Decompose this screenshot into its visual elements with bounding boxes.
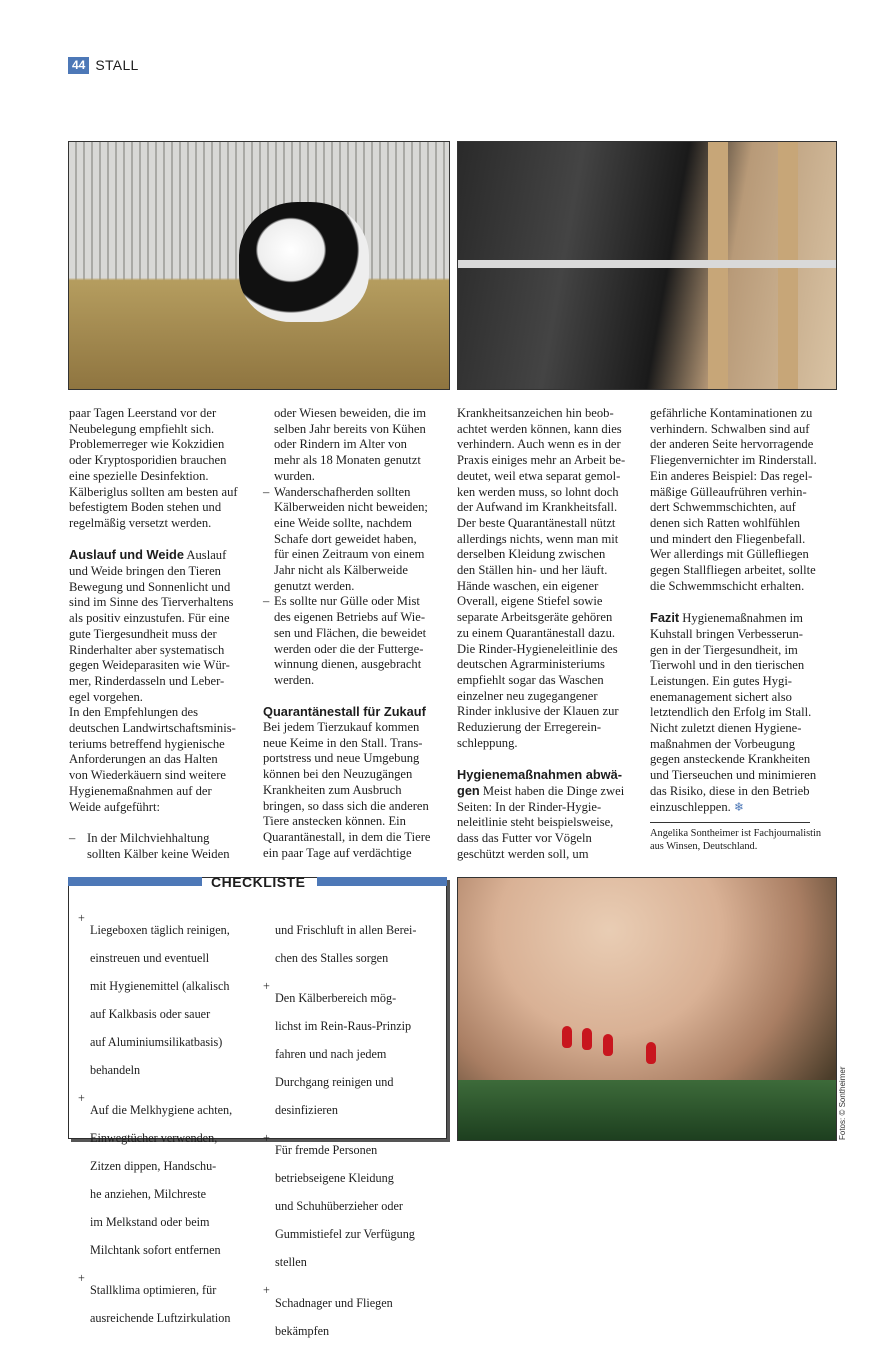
text-line: Ein anderes Beispiel: Das regel- <box>650 468 813 483</box>
text-line: Problemerreger wie Kokzidien <box>69 437 225 452</box>
page-number: 44 <box>68 57 89 74</box>
photo-calf-pen <box>68 141 450 390</box>
text-line: des eigenen Betriebs auf Wie- <box>274 610 426 625</box>
text-line: Kuhstall bringen Verbesserun- <box>650 626 803 641</box>
text-line: Wanderschafherden sollten <box>274 484 411 499</box>
text-line: Quarantänestall, in dem die Tiere <box>263 829 431 844</box>
text-line: eine Weide sollte, nachdem <box>274 515 412 530</box>
text-line: denen sich Ratten wohlfühlen <box>650 515 801 530</box>
text-line: gegen Stallfliegen arbeitet, sollte <box>650 563 816 578</box>
checklist-item <box>263 1283 443 1351</box>
auslauf-first-line <box>69 547 257 564</box>
text-line: und Schuhüberzieher oder <box>275 1199 403 1214</box>
text-line: mehr als 18 Monaten genutzt <box>274 453 421 468</box>
text-line: den Ställen hin- und her läuft. <box>457 563 608 578</box>
text-line: allerdings nichts, wenn man mit <box>457 531 619 546</box>
text-line: gute Tiergesundheit muss der <box>69 626 217 641</box>
text-line: chen des Stalles sorgen <box>275 951 389 966</box>
text-line: Overall, eigene Stiefel sowie <box>457 594 603 609</box>
final-line <box>650 800 840 816</box>
text-line: deutschen Agrarministeriums <box>457 657 605 672</box>
text-line: geschützt werden soll, um <box>457 846 589 861</box>
text-line: einzelner neu zugegangener <box>457 688 598 703</box>
subheading-hygiene: Hygienemaßnahmen abwä- <box>457 767 622 783</box>
checklist-left-column <box>78 911 264 1339</box>
text-line: ein paar Tage auf verdächtige <box>263 845 412 860</box>
barn-rail <box>458 260 836 268</box>
text-line: egel vorgehen. <box>69 689 143 704</box>
text-line: verhindern. Schwalben sind auf <box>650 421 810 436</box>
text-column-4 <box>650 406 840 853</box>
cow-shape <box>239 202 369 322</box>
text-line: gen in der Tiergesundheit, im <box>650 642 798 657</box>
text-line: wurden. <box>274 468 315 483</box>
text-line: Durchgang reinigen und <box>275 1075 394 1090</box>
text-line: eine spezielle Desinfektion. <box>69 468 209 483</box>
text-line: Krankheiten zum Ausbruch <box>263 782 402 797</box>
text-line: Hände waschen, ein eigener <box>457 578 599 593</box>
text-line: Bewegung und Sonnenlicht und <box>69 579 231 594</box>
text-line: mäßige Gülleaufrühren verhin- <box>650 484 807 499</box>
text-line: dert Schwemmschichten, auf <box>650 500 796 515</box>
text-line: Es sollte nur Gülle oder Mist <box>274 594 420 609</box>
text-line: fahren und nach jedem <box>275 1047 387 1062</box>
text-line: das Risiko, diese in den Betrieb <box>650 783 810 798</box>
text-line: Einwegtücher verwenden, <box>90 1131 218 1146</box>
text-line: auf Aluminiumsilikatbasis) <box>90 1035 223 1050</box>
text-column-1 <box>69 406 257 862</box>
text-line: selben Jahr bereits von Kühen <box>274 421 426 436</box>
end-mark-icon: ❄ <box>733 799 744 814</box>
text-run: Auslauf <box>183 548 227 563</box>
checklist-item <box>263 1131 443 1283</box>
text-run: Hygienemaßnahmen im <box>679 611 803 626</box>
text-line: stellen <box>275 1255 307 1270</box>
teat-shape <box>582 1028 592 1050</box>
text-line: Für fremde Personen <box>275 1143 378 1158</box>
text-line: sen und Flächen, die beweidet <box>274 625 427 640</box>
text-line: sind im Sinne des Tierverhaltens <box>69 595 234 610</box>
checklist-right-column <box>263 911 443 1352</box>
plus-marker: + <box>263 979 270 994</box>
text-line: Leistungen. Ein gutes Hygi- <box>650 673 793 688</box>
text-line: Kälberiglus sollten am besten auf <box>69 484 238 499</box>
text-line: Neubelegung empfiehlt sich. <box>69 421 215 436</box>
text-line: verhindern. Auch wenn es in der <box>457 437 621 452</box>
text-line: neleitlinie steht beispielsweise, <box>457 815 614 830</box>
dash-marker: – <box>263 484 270 499</box>
text-line: maßnahmen der Vorbeugung <box>650 736 796 751</box>
author-note: Angelika Sontheimer ist Fachjournalistin <box>650 828 822 840</box>
text-line: oder Rindern im Alter von <box>274 437 407 452</box>
text-line: werden oder die der Futterge- <box>274 641 424 656</box>
text-line: behandeln <box>90 1063 141 1078</box>
text-line: neue Keime in den Stall. Trans- <box>263 735 423 750</box>
text-run: einzuschleppen. <box>650 799 731 814</box>
list-item <box>263 594 453 688</box>
text-line: In der Milchviehhaltung <box>87 830 210 845</box>
text-line: Reduzierung der Erregerein- <box>457 720 602 735</box>
fazit-first-line <box>650 610 840 627</box>
text-line: Praxis einiges mehr an Arbeit be- <box>457 453 626 468</box>
text-line: und mindert den Fliegenbefall. <box>650 531 806 546</box>
text-line: auf Kalkbasis oder sauer <box>90 1007 211 1022</box>
checklist-item <box>78 1271 264 1339</box>
text-line: derselben Kleidung zwischen <box>457 547 606 562</box>
text-line: Stallklima optimieren, für <box>90 1283 217 1298</box>
text-line: und Frischluft in allen Berei- <box>275 923 417 938</box>
text-line: gegen ansteckende Krankheiten <box>650 752 811 767</box>
text-line: sollten Kälber keine Weiden <box>87 846 230 861</box>
dash-marker: – <box>69 830 76 845</box>
text-line: Schafe dort geweidet haben, <box>274 531 417 546</box>
text-line: teriums betreffend hygienische <box>69 736 225 751</box>
text-line: regelmäßig versetzt werden. <box>69 515 212 530</box>
text-line: Tiere anstecken können. Ein <box>263 814 406 829</box>
text-line: zu einem Quarantänestall dazu. <box>457 625 616 640</box>
text-line: paar Tagen Leerstand vor der <box>69 406 217 420</box>
text-line: und Weide bringen den Tieren <box>69 564 221 579</box>
checklist-title: CHECKLISTE <box>211 874 306 890</box>
text-line: winnung dienen, ausgebracht <box>274 657 422 672</box>
text-line: he anziehen, Milchreste <box>90 1187 207 1202</box>
bullet-continuation <box>263 406 453 485</box>
text-line: Rinderhalter aber systematisch <box>69 642 225 657</box>
plus-marker: + <box>78 1271 85 1286</box>
text-line: ken werden muss, so lohnt doch <box>457 484 619 499</box>
author-note: aus Winsen, Deutschland. <box>650 841 758 853</box>
text-line: der anderen Seite hervorragende <box>650 437 814 452</box>
text-line: Die Rinder-Hygieneleitlinie des <box>457 641 618 656</box>
text-line: die Schwemmschicht erhalten. <box>650 578 805 593</box>
text-line: Milchtank sofort entfernen <box>90 1243 221 1258</box>
text-line: dass das Futter vor Vögeln <box>457 830 592 845</box>
hygiene-first-line <box>457 783 645 800</box>
text-line: einstreuen und eventuell <box>90 951 210 966</box>
text-line: Tierwohl und in den tierischen <box>650 658 805 673</box>
text-column-2 <box>263 406 453 861</box>
text-line: deutschen Landwirtschaftsminis- <box>69 721 236 736</box>
teat-shape <box>646 1042 656 1064</box>
text-line: können bei den Neuzugängen <box>263 767 413 782</box>
photo-credit: Fotos: © Sontheimer <box>838 1066 847 1140</box>
text-line: Weide aufgeführt: <box>69 799 160 814</box>
text-line: schleppung. <box>457 735 518 750</box>
text-line: In den Empfehlungen des <box>69 705 199 720</box>
text-line: Rinder inklusive der Klauen zur <box>457 704 619 719</box>
plus-marker: + <box>263 1131 270 1146</box>
text-line: Fliegenvernichter im Rinderstall. <box>650 453 817 468</box>
text-line: deutet, weil etwa separat gemol- <box>457 468 621 483</box>
subheading-auslauf: Auslauf und Weide <box>69 547 184 563</box>
title-bar-right <box>317 877 447 886</box>
text-line: separate Arbeitsgeräte gehören <box>457 610 613 625</box>
subheading-quarantaene: Quarantänestall für Zukauf <box>263 704 426 720</box>
text-line: Bei jedem Tierzukauf kommen <box>263 720 420 735</box>
text-line: werden. <box>274 672 315 687</box>
text-line: mit Hygienemittel (alkalisch <box>90 979 230 994</box>
author-divider <box>650 822 810 823</box>
text-line: ausreichende Luftzirkulation <box>90 1311 231 1326</box>
text-line: von Wiederkäuern sind weitere <box>69 768 226 783</box>
text-line: Der beste Quarantänestall nützt <box>457 515 616 530</box>
page-header <box>68 56 139 74</box>
checklist-item <box>78 1091 264 1271</box>
text-line: oder Kryptosporidien brauchen <box>69 453 227 468</box>
plus-marker: + <box>78 911 85 925</box>
text-line: mer, Rinderdasseln und Leber- <box>69 673 225 688</box>
text-line: oder Wiesen beweiden, die im <box>274 406 427 420</box>
text-line: befestigtem Boden stehen und <box>69 500 222 515</box>
text-line: der Aufwand im Krankheitsfall. <box>457 500 618 515</box>
floor-mat <box>458 1080 836 1140</box>
col1-lines <box>69 406 257 532</box>
text-line: gefährliche Kontaminationen zu <box>650 406 813 420</box>
plus-marker: + <box>263 1283 270 1298</box>
text-line: lichst im Rein-Raus-Prinzip <box>275 1019 412 1034</box>
text-line: und Tierseuchen und minimieren <box>650 768 817 783</box>
text-line: Den Kälberbereich mög- <box>275 991 397 1006</box>
text-line: für einen Zeitraum von einem <box>274 547 425 562</box>
text-line: Liegeboxen täglich reinigen, <box>90 923 230 938</box>
checklist-box <box>68 874 447 1338</box>
text-line: Gummistiefel zur Verfügung <box>275 1227 415 1242</box>
photo-udder <box>457 877 837 1141</box>
text-line: im Melkstand oder beim <box>90 1215 210 1230</box>
title-bar-left <box>68 877 202 886</box>
text-line: betriebseigene Kleidung <box>275 1171 394 1186</box>
text-line: Hygienemaßnahmen auf der <box>69 783 212 798</box>
subheading-fazit: Fazit <box>650 610 680 626</box>
list-item <box>69 831 257 862</box>
text-line: empfiehlt sogar das Waschen <box>457 672 604 687</box>
text-line: Kälberweiden nicht beweiden; <box>274 500 428 515</box>
text-line: portstress und neue Umgebung <box>263 751 420 766</box>
photo-feeding-barn <box>457 141 837 390</box>
text-line: achtet werden können, kann dies <box>457 421 622 436</box>
text-line: genutzt werden. <box>274 578 355 593</box>
text-line: bekämpfen <box>275 1323 330 1338</box>
text-column-3 <box>457 406 645 862</box>
text-line: Jahr nicht als Kälberweide <box>274 563 408 578</box>
checklist-item <box>263 979 443 1131</box>
text-line: Wer allerdings mit Gülleﬂiegen <box>650 547 809 562</box>
text-line: gegen Weideparasiten wie Wür- <box>69 658 230 673</box>
checklist-item <box>78 911 264 1091</box>
text-run: Meist haben die Dinge zwei <box>479 783 625 798</box>
text-line: Schadnager und Fliegen <box>275 1295 393 1310</box>
dash-marker: – <box>263 594 270 609</box>
list-item <box>263 485 453 595</box>
subheading-hygiene-cont: gen <box>457 782 480 798</box>
plus-marker: + <box>78 1091 85 1106</box>
checklist-continuation <box>263 923 443 967</box>
teat-shape <box>562 1026 572 1048</box>
text-line: Krankheitsanzeichen hin beob- <box>457 406 614 420</box>
text-line: Nicht zuletzt dienen Hygiene- <box>650 721 802 736</box>
text-line: Auf die Melkhygiene achten, <box>90 1103 233 1118</box>
section-title: STALL <box>95 57 139 73</box>
text-line: enemanagement sichert also <box>650 689 792 704</box>
text-line: Zitzen dippen, Handschu- <box>90 1159 217 1174</box>
text-line: Anforderungen an das Halten <box>69 752 218 767</box>
text-line: Seiten: In der Rinder-Hygie- <box>457 799 602 814</box>
text-line: als positiv einzustufen. Für eine <box>69 611 230 626</box>
teat-shape <box>603 1034 613 1056</box>
text-line: desinfizieren <box>275 1103 338 1118</box>
text-line: letztendlich den Erfolg im Stall. <box>650 705 812 720</box>
text-line: bringen, so dass sich die anderen <box>263 798 429 813</box>
